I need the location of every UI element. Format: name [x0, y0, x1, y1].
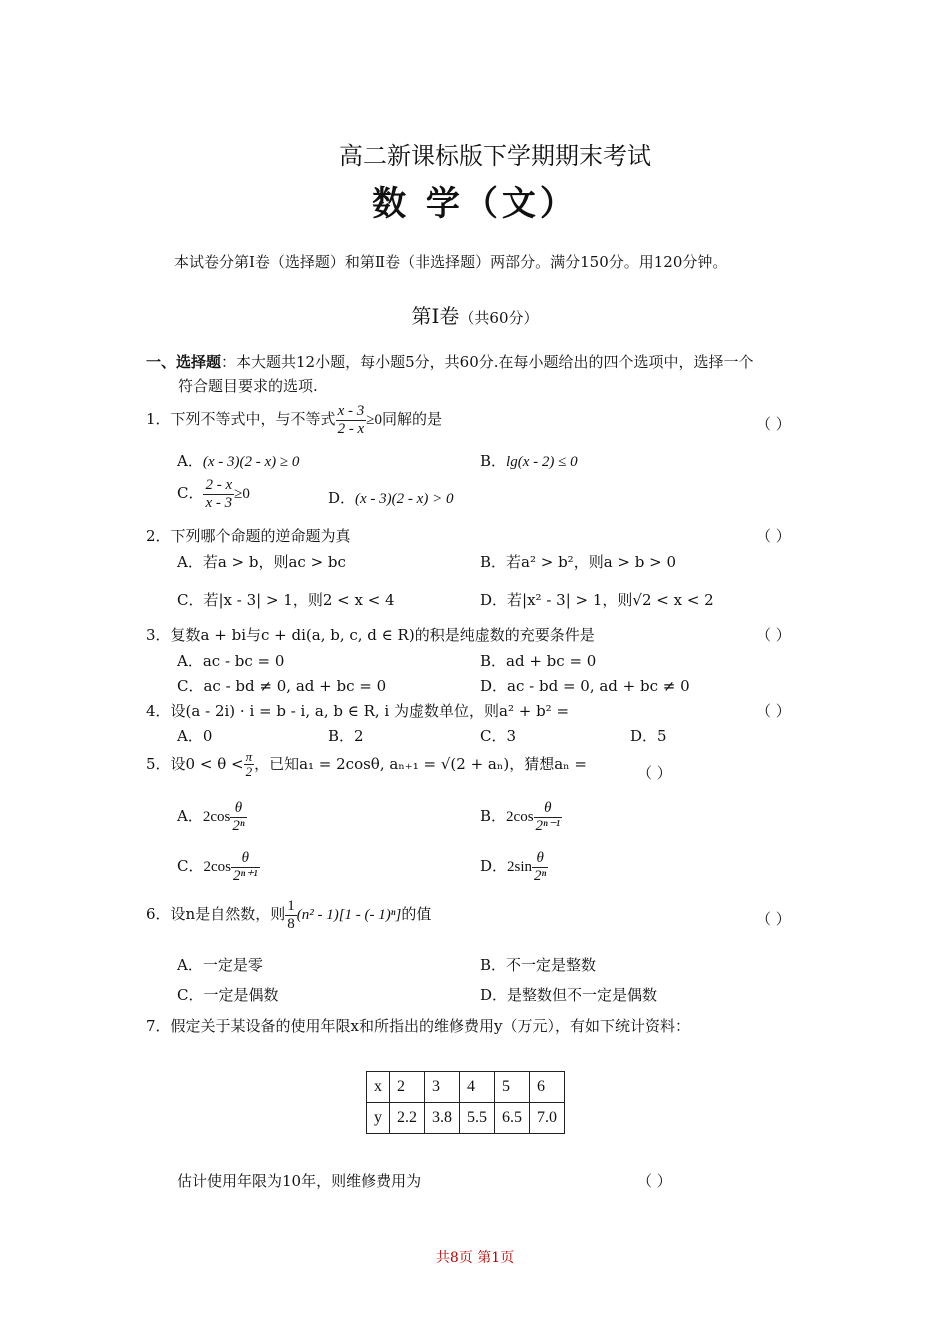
- q5-c-frac-num: θ: [231, 850, 260, 868]
- q2-text: 下列哪个命题的逆命题为真: [170, 527, 351, 545]
- q4-option-b[interactable]: B．2: [328, 727, 364, 745]
- q1-c-fraction: [203, 477, 234, 511]
- q6-num: 6．: [146, 905, 171, 923]
- q3-option-a[interactable]: A．ac - bc = 0: [177, 652, 285, 670]
- q1-option-d[interactable]: [328, 487, 453, 508]
- table-cell: 6: [530, 1072, 565, 1103]
- q5-num: 5．: [146, 754, 171, 773]
- q1-option-a[interactable]: [177, 450, 299, 471]
- q6-text-pre: 设n是自然数，则: [170, 905, 286, 923]
- q5-d-frac-num: θ: [532, 850, 548, 868]
- question-1: [146, 403, 442, 437]
- q6-frac-den: 8: [287, 915, 295, 932]
- q4-num: 4．: [146, 702, 171, 720]
- q1-b-label: B．: [480, 452, 507, 470]
- q6-option-c[interactable]: C．一定是偶数: [177, 986, 279, 1004]
- q1-answer-paren[interactable]: （ ）: [756, 415, 791, 433]
- q6-text-post: 的值: [401, 905, 432, 923]
- table-cell: 2.2: [390, 1103, 425, 1134]
- q5-b-frac-den: 2ⁿ⁻¹: [535, 817, 561, 834]
- q3-option-b[interactable]: B．ad + bc = 0: [480, 652, 597, 670]
- q1-d-label: D．: [328, 489, 356, 507]
- q5-c-frac-den: 2ⁿ⁺¹: [232, 867, 258, 884]
- question-3: [146, 624, 595, 645]
- q2-answer-paren[interactable]: （ ）: [756, 527, 791, 545]
- q2-num: 2．: [146, 527, 171, 545]
- q6-option-d[interactable]: D．是整数但不一定是偶数: [480, 986, 658, 1004]
- q5-c-fraction: [231, 850, 260, 884]
- table-header-cell: x: [367, 1072, 390, 1103]
- q1-num: 1．: [146, 410, 171, 428]
- part1-score: （共60分）: [459, 309, 539, 327]
- q1-b-expr: lg(x - 2) ≤ 0: [506, 454, 578, 470]
- table-cell: 3: [425, 1072, 460, 1103]
- section1-heading: [146, 350, 754, 398]
- q6-frac-num: 1: [287, 898, 295, 914]
- question-6: [146, 898, 431, 932]
- q5-d-expr: 2sin: [507, 859, 533, 875]
- subject-title: 数 学（文）: [372, 184, 578, 224]
- q5-option-d[interactable]: [480, 850, 548, 884]
- q1-fraction: [336, 403, 367, 437]
- q5-a-fraction: [230, 800, 246, 834]
- q6-expr: (n² - 1)[1 - (- 1)ⁿ]: [296, 907, 402, 923]
- q5-a-frac-num: θ: [230, 800, 246, 818]
- q1-option-b[interactable]: [480, 450, 578, 471]
- q4-option-a[interactable]: A．0: [177, 727, 213, 745]
- q5-d-label: D．: [480, 857, 508, 875]
- q7-answer-paren[interactable]: （ ）: [637, 1172, 672, 1190]
- q5-a-label: A．: [177, 807, 203, 825]
- table-cell: 7.0: [530, 1103, 565, 1134]
- statistics-table: [366, 1071, 565, 1134]
- q4-option-c[interactable]: C．3: [480, 727, 517, 745]
- page-footer: 共8页 第1页: [435, 1250, 515, 1266]
- q1-frac-den: 2 - x: [337, 420, 365, 437]
- q6-option-b[interactable]: B．不一定是整数: [480, 956, 597, 974]
- q1-d-expr: (x - 3)(2 - x) > 0: [355, 491, 454, 507]
- question-2: [146, 525, 351, 546]
- q3-text: 复数a + bi与c + di(a, b, c, d ∈ R)的积是纯虚数的充要条件是: [170, 626, 595, 644]
- q7-num: 7．: [146, 1017, 171, 1035]
- q5-text-mid: ，已知a₁ = 2cosθ, aₙ₊₁ = √(2 + aₙ)，猜想aₙ =: [254, 754, 587, 773]
- q5-b-expr: 2cos: [506, 809, 534, 825]
- q2-option-d[interactable]: D．若|x² - 3| > 1，则√2 < x < 2: [480, 591, 714, 609]
- question-4: [146, 700, 569, 721]
- table-cell: 5: [495, 1072, 530, 1103]
- part1-title: [0, 300, 950, 329]
- table-header-cell: y: [367, 1103, 390, 1134]
- q5-d-fraction: [532, 850, 548, 884]
- q5-a-expr: 2cos: [202, 809, 231, 825]
- exam-title: 高二新课标版下学期期末考试: [339, 142, 651, 170]
- q5-pi-num: π: [245, 749, 253, 764]
- table-cell: 2: [390, 1072, 425, 1103]
- q5-b-label: B．: [480, 807, 507, 825]
- q1-a-expr: (x - 3)(2 - x) ≥ 0: [202, 454, 300, 470]
- q5-answer-paren[interactable]: （ ）: [637, 764, 672, 782]
- q4-option-d[interactable]: D．5: [630, 727, 667, 745]
- table-row: [367, 1103, 565, 1134]
- q1-text-post: 同解的是: [381, 410, 442, 428]
- q5-option-b[interactable]: [480, 800, 562, 834]
- q4-text: 设(a - 2i) · i = b - i, a, b ∈ R, i 为虚数单位，则a² + b² =: [170, 702, 570, 720]
- q7-followup: 估计使用年限为10年，则维修费用为: [177, 1172, 422, 1190]
- q6-fraction: [285, 898, 297, 932]
- q5-b-fraction: [534, 800, 563, 834]
- q5-c-label: C．: [177, 857, 204, 875]
- q2-option-a[interactable]: A．若a > b，则ac > bc: [177, 553, 346, 571]
- q1-option-c[interactable]: [177, 477, 250, 511]
- q5-d-frac-den: 2ⁿ: [534, 867, 547, 884]
- section1-desc-2: 符合题目要求的选项.: [178, 377, 318, 395]
- q3-answer-paren[interactable]: （ ）: [756, 626, 791, 644]
- q1-c-frac-num: 2 - x: [205, 477, 233, 493]
- q5-c-expr: 2cos: [203, 859, 231, 875]
- q1-frac-num: x - 3: [337, 403, 365, 419]
- q6-answer-paren[interactable]: （ ）: [756, 910, 791, 928]
- q5-option-c[interactable]: [177, 850, 260, 884]
- table-cell: 6.5: [495, 1103, 530, 1134]
- question-7: [146, 1015, 690, 1036]
- question-5: [146, 750, 587, 780]
- table-cell: 4: [460, 1072, 495, 1103]
- table-cell: 3.8: [425, 1103, 460, 1134]
- q5-pi-den: 2: [245, 764, 253, 780]
- exam-intro: 本试卷分第Ⅰ卷（选择题）和第Ⅱ卷（非选择题）两部分。满分150分。用120分钟。: [174, 253, 728, 271]
- q1-a-label: A．: [177, 452, 203, 470]
- q1-c-frac-den: x - 3: [205, 494, 233, 511]
- section1-label: 一、选择题: [146, 353, 222, 371]
- part1-label: 第Ⅰ卷: [411, 304, 460, 328]
- q5-b-frac-num: θ: [534, 800, 563, 818]
- q3-num: 3．: [146, 626, 171, 644]
- q2-option-c[interactable]: C．若|x - 3| > 1，则2 < x < 4: [177, 591, 395, 609]
- q1-c-rel: ≥0: [234, 486, 250, 502]
- q4-answer-paren[interactable]: （ ）: [756, 702, 791, 720]
- q3-option-d[interactable]: D．ac - bd = 0, ad + bc ≠ 0: [480, 677, 690, 695]
- section1-desc-1: ：本大题共12小题，每小题5分，共60分.在每小题给出的四个选项中，选择一个: [221, 353, 754, 371]
- q5-text-pre: 设0 < θ <: [170, 754, 244, 773]
- table-cell: 5.5: [460, 1103, 495, 1134]
- q3-option-c[interactable]: C．ac - bd ≠ 0, ad + bc = 0: [177, 677, 387, 695]
- q5-option-a[interactable]: [177, 800, 247, 834]
- table-row: [367, 1072, 565, 1103]
- q7-text: 假定关于某设备的使用年限x和所指出的维修费用y（万元），有如下统计资料：: [170, 1017, 690, 1035]
- q5-a-frac-den: 2ⁿ: [232, 817, 245, 834]
- q1-text-pre: 下列不等式中，与不等式: [170, 410, 336, 428]
- q6-option-a[interactable]: A．一定是零: [177, 956, 263, 974]
- q2-option-b[interactable]: B．若a² > b²，则a > b > 0: [480, 553, 676, 571]
- q1-rel: ≥0: [366, 412, 382, 428]
- q1-c-label: C．: [177, 484, 204, 502]
- q5-pi-fraction: [244, 750, 255, 780]
